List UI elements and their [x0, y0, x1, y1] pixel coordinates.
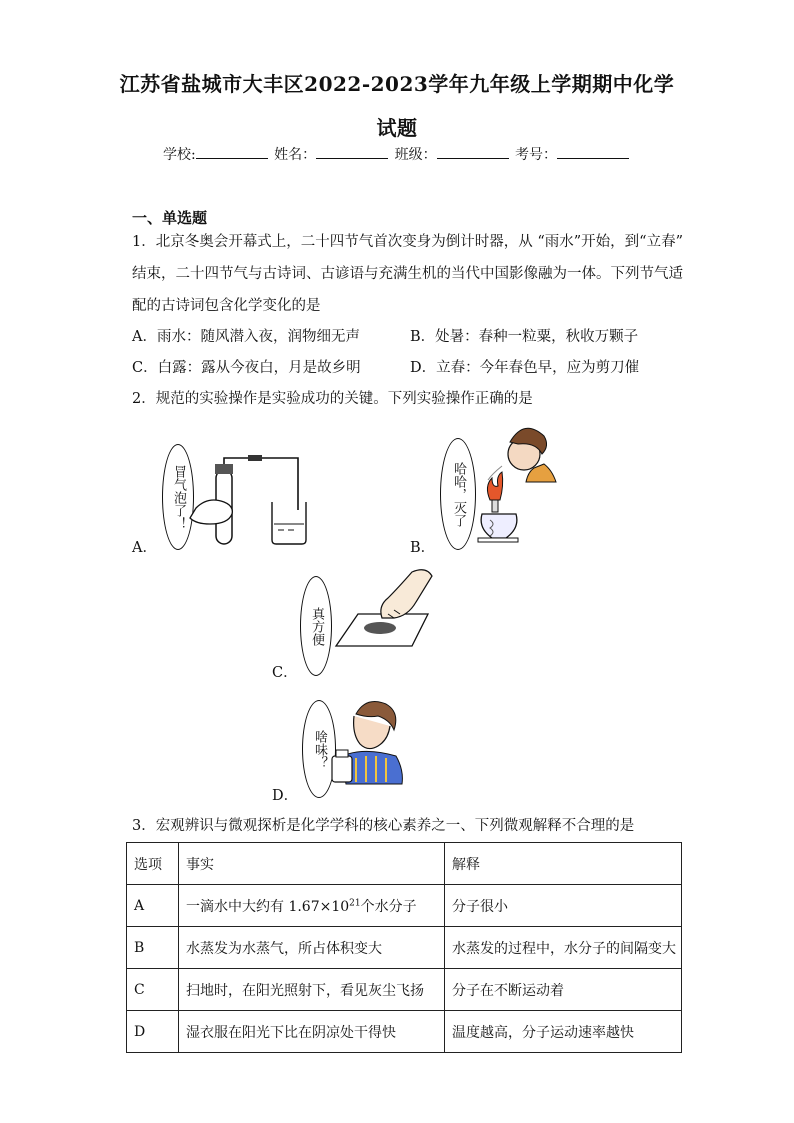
table-row [127, 1011, 682, 1053]
school-label: 学校: [162, 147, 196, 163]
speech-bubble-b [440, 438, 476, 550]
number-blank[interactable] [557, 146, 629, 159]
header-explain: 解释 [445, 843, 682, 885]
name-label: 姓名： [274, 147, 317, 163]
row-explain: 水蒸发的过程中，水分子的间隔变大 [445, 927, 682, 969]
bubble-text-b: 哈哈，灭了 [451, 461, 466, 527]
q2-label-b: B． [410, 540, 436, 556]
q1-option-d: D．立春：今年春色早，应为剪刀催 [410, 360, 640, 376]
q3-table [126, 842, 682, 1053]
q2-label-a: A． [132, 540, 157, 556]
bubble-text-a: 冒气泡了！ [171, 464, 186, 530]
row-explain: 温度越高，分子运动速率越快 [445, 1011, 682, 1053]
q1-stem-line1: 1．北京冬奥会开幕式上，二十四节气首次变身为倒计时器，从 “雨水”开始，到“立春” [132, 234, 683, 250]
school-blank[interactable] [196, 146, 268, 159]
bubble-text-d: 啥味？ [312, 729, 327, 769]
bubble-text-c: 真方便 [309, 606, 324, 646]
row-fact: 湿衣服在阳光下比在阴凉处干得快 [179, 1011, 445, 1053]
q1-option-c: C．白露：露从今夜白，月是故乡明 [132, 360, 361, 376]
alcohol-lamp-blowing-figure [472, 414, 562, 554]
table-row [127, 927, 682, 969]
name-blank[interactable] [316, 146, 388, 159]
number-label: 考号： [515, 147, 558, 163]
row-explain: 分子很小 [445, 885, 682, 927]
gas-tightness-check-figure [188, 450, 318, 550]
hand-pinching-powder-figure [328, 562, 438, 658]
class-blank[interactable] [437, 146, 509, 159]
row-fact: 水蒸发为水蒸气，所占体积变大 [179, 927, 445, 969]
section-heading: 一、单选题 [132, 209, 208, 227]
q1-option-a: A．雨水：随风潜入夜，润物细无声 [132, 329, 360, 345]
row-explain: 分子在不断运动着 [445, 969, 682, 1011]
q2-stem: 2．规范的实验操作是实验成功的关键。下列实验操作正确的是 [132, 391, 533, 407]
row-option: D [127, 1011, 179, 1053]
q3-stem: 3．宏观辨识与微观探析是化学学科的核心素养之一、下列微观解释不合理的是 [132, 818, 635, 834]
header-fact: 事实 [179, 843, 445, 885]
page-title: 江苏省盐城市大丰区2022-2023学年九年级上学期期中化学 [119, 72, 675, 96]
row-fact: 扫地时，在阳光照射下，看见灰尘飞扬 [179, 969, 445, 1011]
q1-stem-line3: 配的古诗词包含化学变化的是 [132, 298, 321, 314]
table-row [127, 885, 682, 927]
q2-label-d: D． [272, 788, 299, 804]
smelling-reagent-figure [326, 694, 406, 790]
q1-stem-line2: 结束，二十四节气与古诗词、古谚语与充满生机的当代中国影像融为一体。下列节气适 [132, 266, 683, 282]
row-option: A [127, 885, 179, 927]
table-header-row [127, 843, 682, 885]
page-title-line2: 试题 [376, 116, 418, 140]
row-option: C [127, 969, 179, 1011]
class-label: 班级： [394, 147, 437, 163]
row-fact: 一滴水中大约有 $1.67\times 10^{21}$个水分子 [179, 885, 445, 927]
q2-label-c: C． [272, 665, 298, 681]
row-option: B [127, 927, 179, 969]
student-info-fields [0, 144, 794, 164]
header-option: 选项 [127, 843, 179, 885]
table-row [127, 969, 682, 1011]
q1-option-b: B．处暑：春种一粒粟，秋收万颗子 [410, 329, 639, 345]
